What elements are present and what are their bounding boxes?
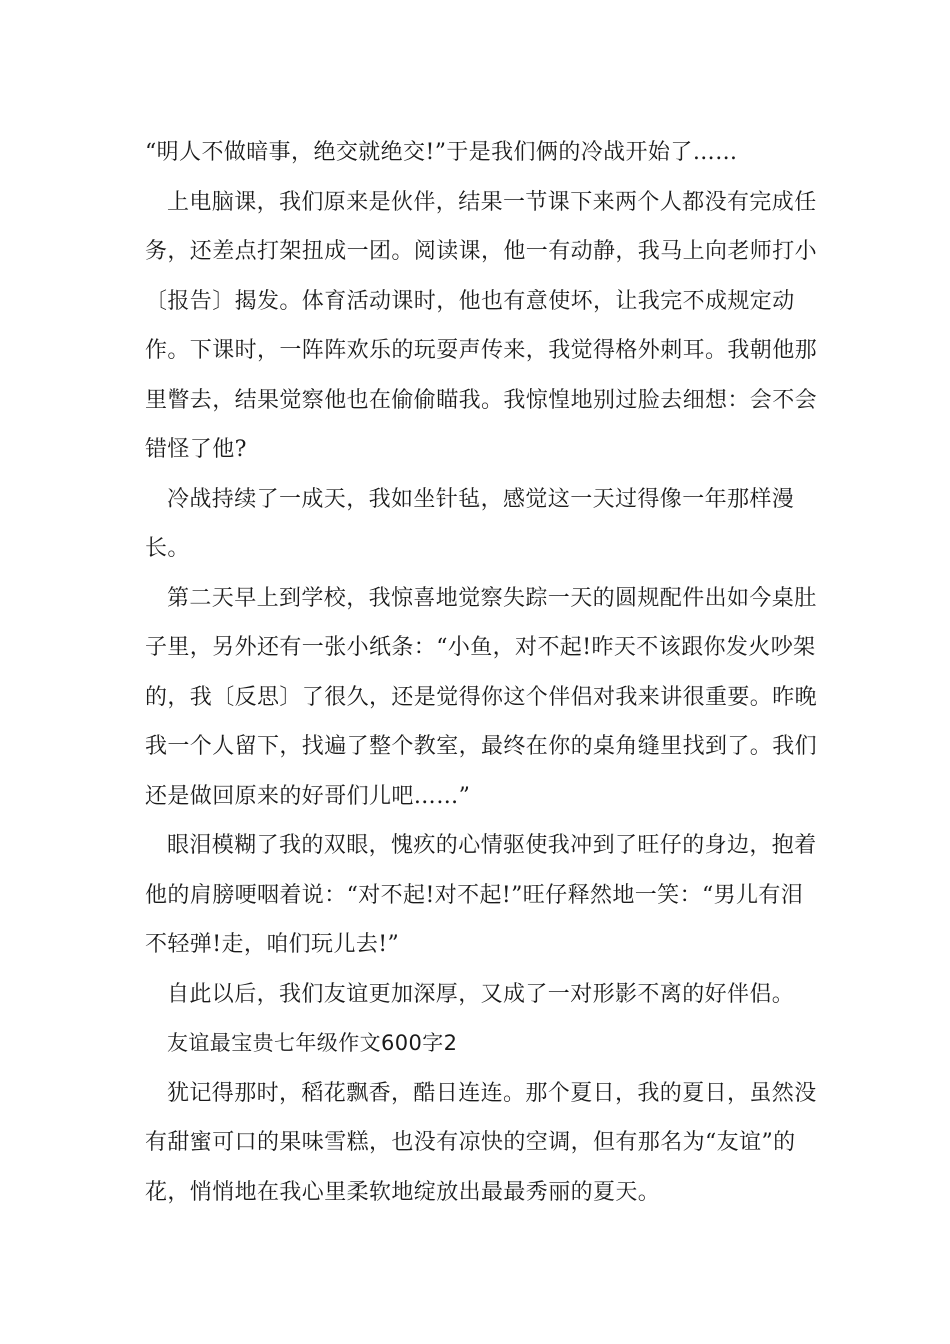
paragraph-computer-class: 上电脑课，我们原来是伙伴，结果一节课下来两个人都没有完成任务，还差点打架扭成一团。阅读课，他一有动静，我马上向老师打小〔报告〕揭发。体育活动课时，他也有意使坏，让我完不成规定动作。下课时，一阵阵欢乐的玩耍声传来，我觉得格外刺耳。我朝他那里瞥去，结果觉察他也在偷偷瞄我。我惊惶地别过脸去细想：会不会错怪了他? xyxy=(145,189,818,462)
paragraph-since-then: 自此以后，我们友谊更加深厚，又成了一对形影不离的好伴侣。 xyxy=(167,981,795,1007)
paragraph-summer: 犹记得那时，稻花飘香，酷日连连。那个夏日，我的夏日，虽然没有甜蜜可口的果味雪糕，也没有凉快的空调，但有那名为“友谊”的花，悄悄地在我心里柔软地绽放出最最秀丽的夏天。 xyxy=(145,1080,817,1205)
document-body xyxy=(145,128,825,1217)
essay-heading: 友谊最宝贵七年级作文600字2 xyxy=(167,1031,458,1055)
paragraph-cold-war: 冷战持续了一成天，我如坐针毡，感觉这一天过得像一年那样漫长。 xyxy=(145,486,795,561)
paragraph-second-day: 第二天早上到学校，我惊喜地觉察失踪一天的圆规配件出如今桌肚子里，另外还有一张小纸条：“小鱼，对不起!昨天不该跟你发火吵架的，我〔反思〕了很久，还是觉得你这个伴侣对我来讲很重要。昨晚我一个人留下，找遍了整个教室，最终在你的桌角缝里找到了。我们还是做回原来的好哥们儿吧……” xyxy=(145,585,818,809)
paragraph-tears: 眼泪模糊了我的双眼，愧疚的心情驱使我冲到了旺仔的身边，抱着他的肩膀哽咽着说：“对不起!对不起!”旺仔释然地一笑：“男儿有泪不轻弹!走，咱们玩儿去!” xyxy=(145,833,817,957)
paragraph-quote-line: “明人不做暗事，绝交就绝交!”于是我们俩的冷战开始了…… xyxy=(145,140,738,165)
